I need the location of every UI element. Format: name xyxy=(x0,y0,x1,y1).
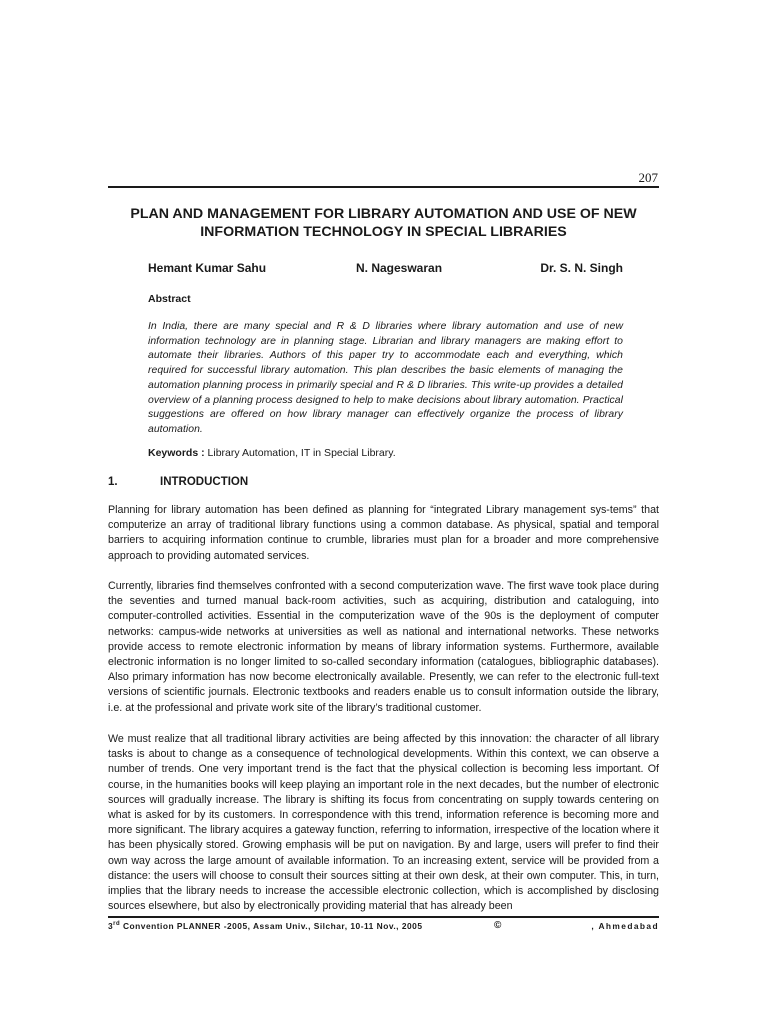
copyright-icon: © xyxy=(494,920,502,931)
header-rule xyxy=(108,186,659,188)
section-heading xyxy=(108,476,248,488)
author-name: N. Nageswaran xyxy=(356,261,443,275)
footer-place: , Ahmedabad xyxy=(591,921,659,931)
abstract-heading: Abstract xyxy=(148,293,191,305)
author-name: Hemant Kumar Sahu xyxy=(148,261,267,275)
footer-ordinal: 3 xyxy=(108,921,114,931)
section-title: INTRODUCTION xyxy=(160,476,249,488)
footer-ordinal-suffix: rd xyxy=(113,921,121,928)
keywords-text: Library Automation, IT in Special Library. xyxy=(207,447,396,459)
section-number: 1. xyxy=(108,476,118,488)
author-name: Dr. S. N. Singh xyxy=(540,261,623,275)
footer-event: Convention PLANNER -2005, Assam Univ., Silchar, 10-11 Nov., 2005 xyxy=(123,921,423,931)
body-paragraph xyxy=(108,732,659,914)
page-number: 207 xyxy=(638,170,658,185)
keywords-label: Keywords : xyxy=(148,447,205,459)
paragraph-text: Currently, libraries find themselves confronted with a second computerization wave. The first wave took place during the seventies and turned manual back-room activities, such as acquiring, distribution and cataloguing, into computer-controlled activities. Essential in the computerization wave of the 90s is the deployment of computer networks: campus-wide networks at universities as well as national and international networks. These networks provide access to remote electronic information by means of library information systems. Furthermore, available electronic information is no longer limited to so-called secondary information (catalogues, bibliographic databases). Also primary information has now become electronically available. Presently, we can refer to the electronic full-text versions of scientific journals. Electronic textbooks and readers enable us to consult information outside the library, i.e. at the professional and private work site of the library’s traditional customer. xyxy=(108,580,659,714)
paragraph-text: We must realize that all traditional library activities are being affected by this innovation: the character of all library tasks is about to change as a consequence of technological developments. Within this context, we can observe a number of trends. One very important trend is the fact that the physical collection is becoming less important. Of course, in the humanities books will keep playing an important role in the next decades, but the number of electronic sources will gradually increase. The library is shifting its focus from concentrating on supply towards centering on what is asked for by its customers. In correspondence with this trend, information reference is becoming more and more significant. The library acquires a gateway function, referring to information, irrespective of the location where it has been physically stored. Growing emphasis will be put on navigation. By and large, users will prefer to find their own way across the large amount of available information. To an increasing extent, service will be provided from a distance: the users will choose to consult their sources sitting at their own desk, at their own computer. This, in turn, implies that the library needs to increase the accessible electronic collection, which is accomplished by disclosing sources elsewhere, but also by electronically providing material that has already been xyxy=(108,733,659,913)
body-paragraph xyxy=(108,503,659,564)
paragraph-text: Planning for library automation has been defined as planning for “integrated Library management sys-tems” that computerize an array of traditional library functions using a common database. As physical, spatial and temporal barriers to acquiring information continue to crumble, libraries must plan for a broader and more comprehensive approach to providing automated services. xyxy=(108,504,659,562)
body-paragraph xyxy=(108,579,659,716)
abstract-text: In India, there are many special and R & D libraries where library automation and use of new information technology are in planning stage. Librarian and library managers are making effort to automate their libraries. Authors of this paper try to accommodate each and everything, which required for successful library automation. This plan describes the basic elements of managing the automation planning process in primarily special and R & D libraries. This write-up provides a detailed overview of a planning process designed to help to make decisions about library automation. Practical suggestions are offered on how library manager can effectively organize the process of library automation. xyxy=(148,321,623,435)
paper-title: PLAN AND MANAGEMENT FOR LIBRARY AUTOMATION AND USE OF NEW INFORMATION TECHNOLOGY IN SPECIAL LIBRARIES xyxy=(130,206,637,240)
page-footer xyxy=(108,921,659,931)
footer-rule xyxy=(108,916,659,918)
keywords-line xyxy=(148,447,623,459)
